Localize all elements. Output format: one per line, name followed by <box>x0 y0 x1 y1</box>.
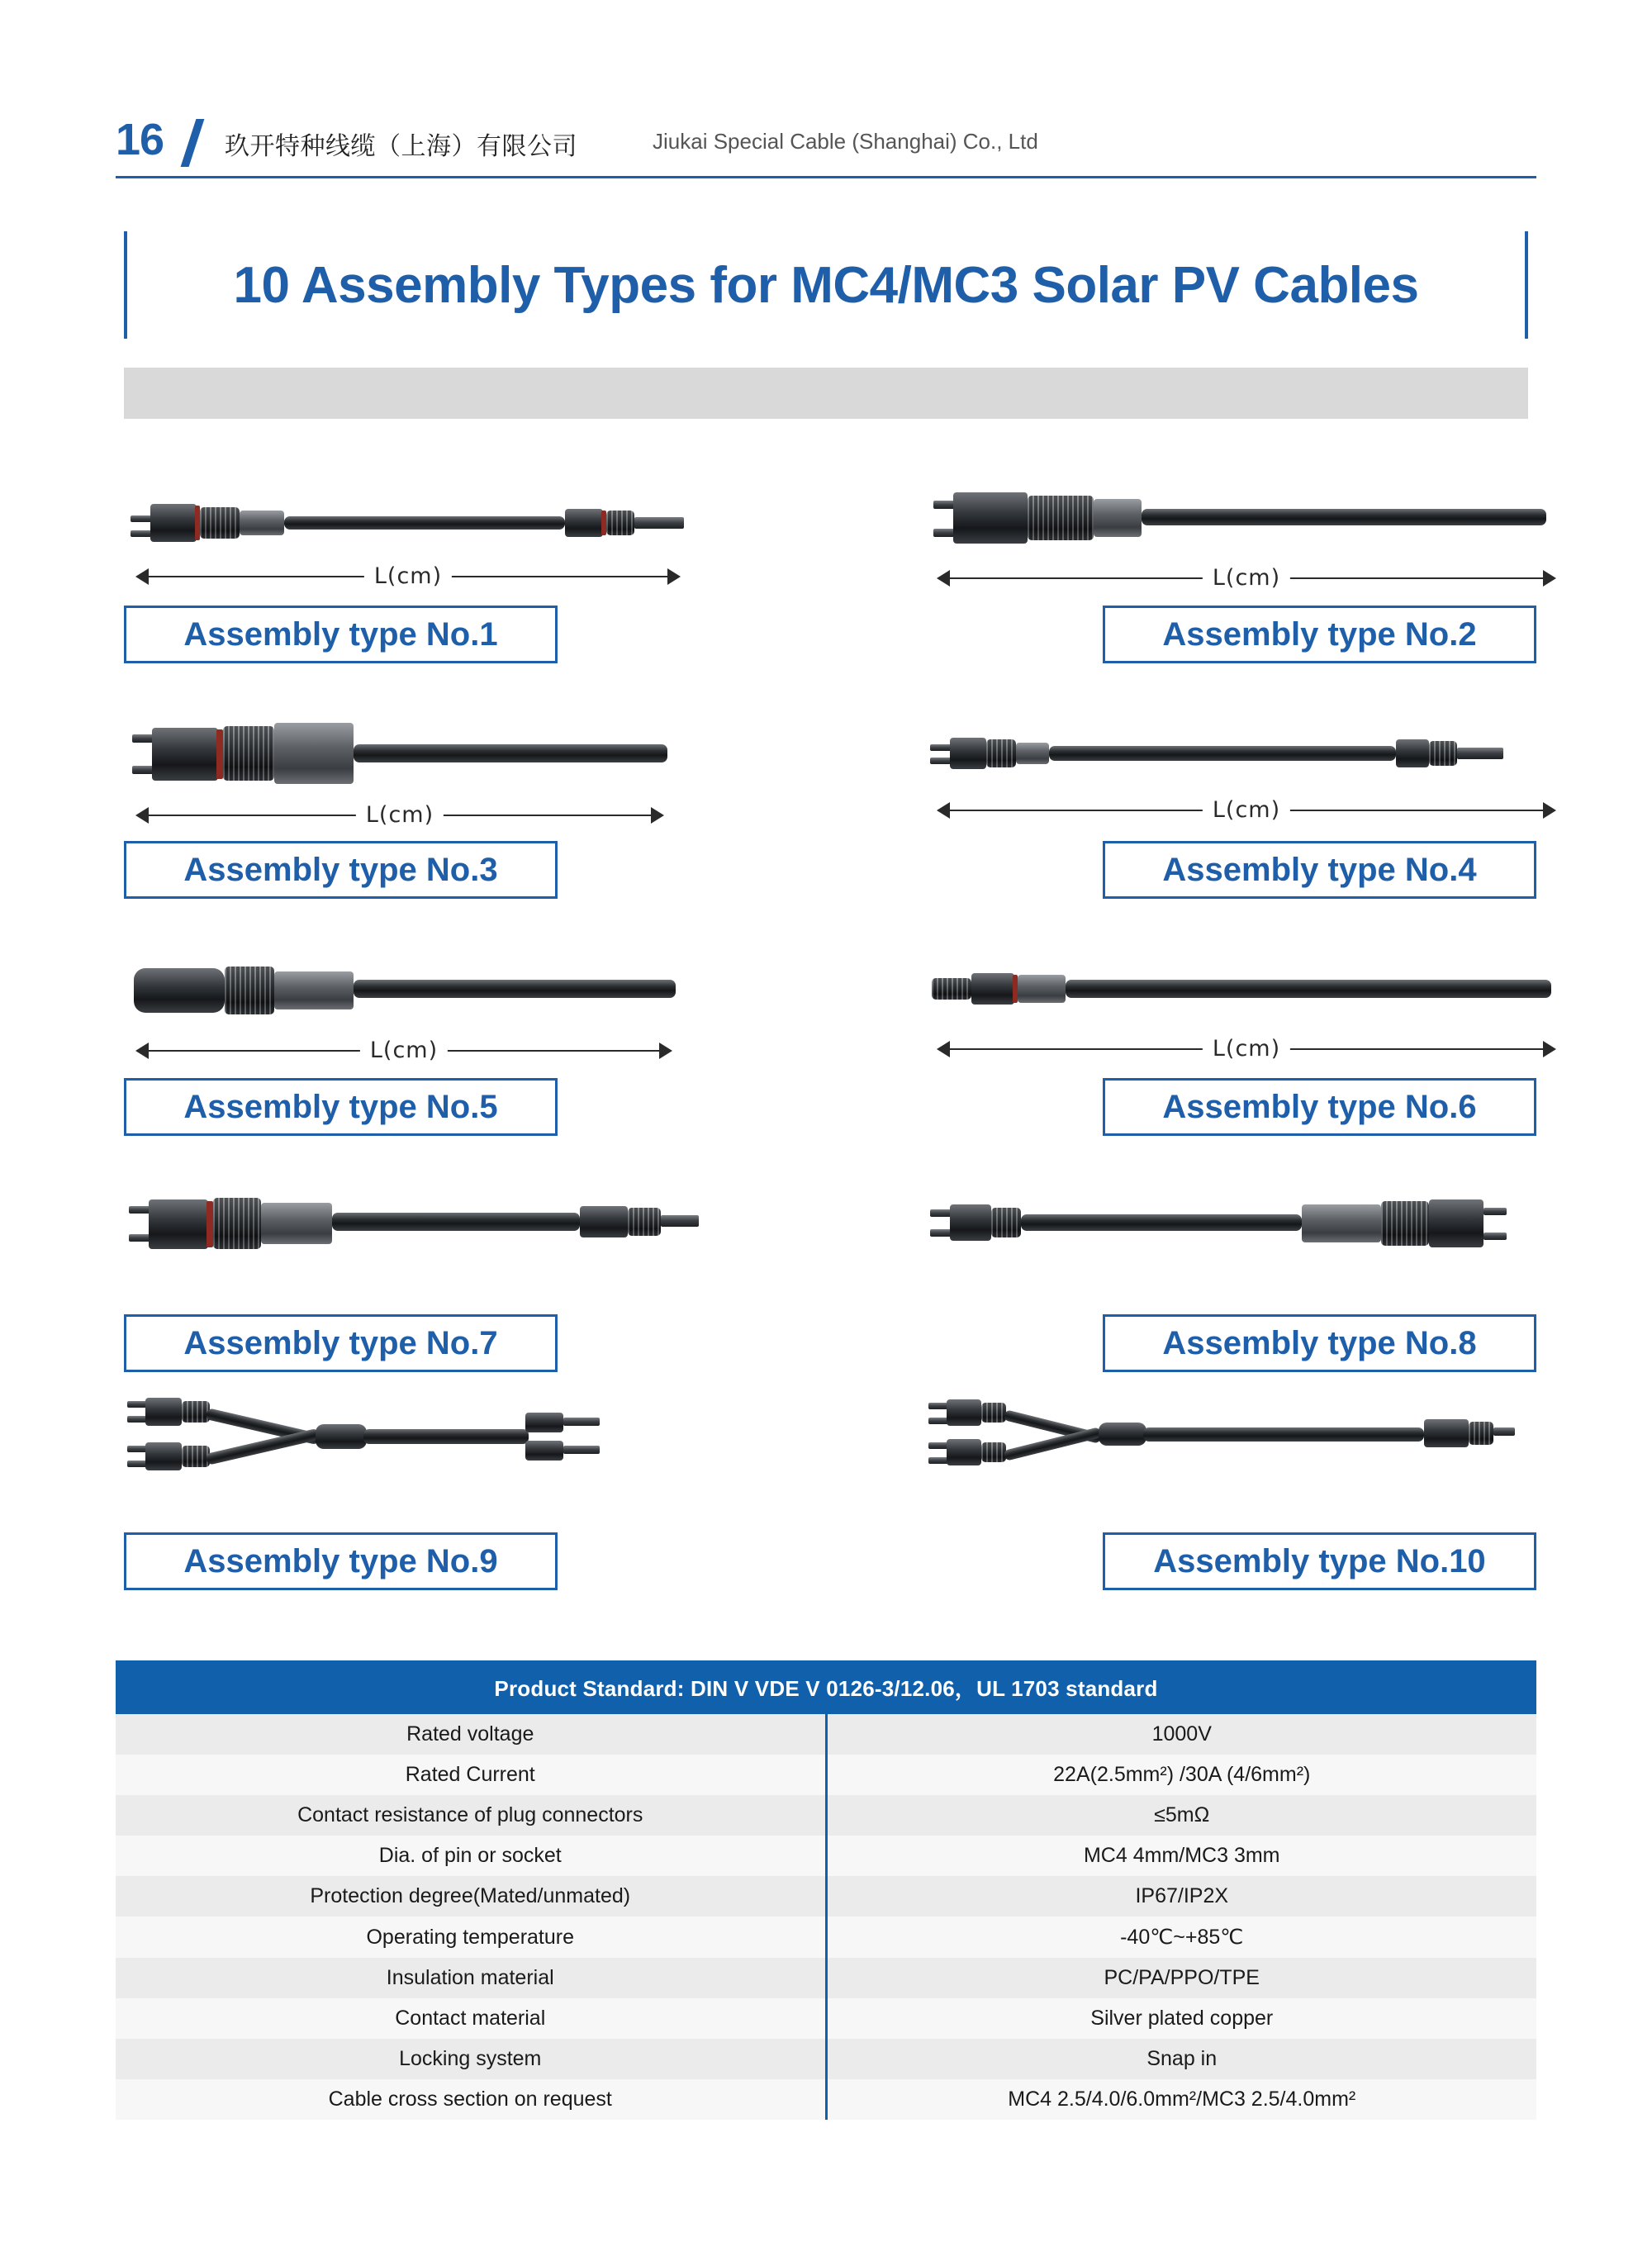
dimension-label-3: L(cm) <box>356 802 444 828</box>
spec-value: 22A(2.5mm²) /30A (4/6mm²) <box>826 1755 1536 1795</box>
page-header <box>116 107 1536 178</box>
spec-param: Operating temperature <box>116 1917 826 1958</box>
table-row <box>116 1836 1536 1876</box>
assembly-cell-8 <box>925 1188 1536 1372</box>
spec-param: Dia. of pin or socket <box>116 1836 826 1876</box>
assembly-cell-4 <box>925 715 1536 899</box>
spec-value: 1000V <box>826 1714 1536 1755</box>
title-block <box>124 231 1536 409</box>
table-row <box>116 2079 1536 2120</box>
spec-param: Protection degree(Mated/unmated) <box>116 1876 826 1917</box>
table-header: Product Standard: DIN V VDE V 0126-3/12.06，UL 1703 standard <box>116 1660 1536 1714</box>
assembly-cell-5 <box>124 952 735 1136</box>
spec-value: MC4 2.5/4.0/6.0mm²/MC3 2.5/4.0mm² <box>826 2079 1536 2120</box>
dimension-label-5: L(cm) <box>360 1038 448 1063</box>
spec-value: ≤5mΩ <box>826 1795 1536 1836</box>
assembly-label-box-2 <box>1103 606 1536 663</box>
assembly-label-9: Assembly type No.9 <box>183 1542 498 1579</box>
assembly-figure-4 <box>925 715 1536 834</box>
assembly-label-box-7 <box>124 1314 558 1372</box>
spec-value: -40℃~+85℃ <box>826 1917 1536 1958</box>
spec-param: Contact material <box>116 1998 826 2039</box>
table-row <box>116 1714 1536 1755</box>
assembly-figure-5 <box>124 952 735 1071</box>
assembly-figure-6 <box>925 952 1536 1071</box>
assembly-figure-9 <box>124 1394 735 1514</box>
assembly-label-box-5 <box>124 1078 558 1136</box>
table-row <box>116 1755 1536 1795</box>
dimension-label-1: L(cm) <box>364 563 452 589</box>
assembly-cell-3 <box>124 715 735 899</box>
assembly-label-box-4 <box>1103 841 1536 899</box>
spec-param: Locking system <box>116 2039 826 2079</box>
assembly-label-6: Assembly type No.6 <box>1162 1088 1477 1125</box>
assembly-label-10: Assembly type No.10 <box>1153 1542 1486 1579</box>
company-name-english: Jiukai Special Cable (Shanghai) Co., Ltd <box>653 129 1038 154</box>
spec-value: Snap in <box>826 2039 1536 2079</box>
assembly-label-1: Assembly type No.1 <box>183 615 498 653</box>
assembly-label-7: Assembly type No.7 <box>183 1324 498 1361</box>
assembly-cell-9 <box>124 1394 735 1590</box>
assembly-label-4: Assembly type No.4 <box>1162 851 1477 888</box>
assembly-cell-1 <box>124 479 735 663</box>
assembly-label-box-1 <box>124 606 558 663</box>
spec-value: PC/PA/PPO/TPE <box>826 1958 1536 1998</box>
assembly-cell-6 <box>925 952 1536 1136</box>
table-row <box>116 1917 1536 1958</box>
spec-value: Silver plated copper <box>826 1998 1536 2039</box>
spec-param: Rated Current <box>116 1755 826 1795</box>
page-number: 16 <box>116 115 164 164</box>
table-row <box>116 1876 1536 1917</box>
assembly-figure-10 <box>925 1394 1536 1514</box>
assembly-figure-7 <box>124 1188 735 1308</box>
spec-value: MC4 4mm/MC3 3mm <box>826 1836 1536 1876</box>
assembly-label-box-10 <box>1103 1532 1536 1590</box>
assembly-label-3: Assembly type No.3 <box>183 851 498 888</box>
slash-decoration-icon <box>181 119 205 167</box>
dimension-label-2: L(cm) <box>1203 565 1290 591</box>
assembly-figure-8 <box>925 1188 1536 1308</box>
company-name-chinese: 玖开特种线缆（上海）有限公司 <box>225 133 577 160</box>
dimension-label-4: L(cm) <box>1203 797 1290 823</box>
table-row <box>116 2039 1536 2079</box>
dimension-label-6: L(cm) <box>1203 1036 1290 1062</box>
assembly-label-box-6 <box>1103 1078 1536 1136</box>
assembly-label-box-8 <box>1103 1314 1536 1372</box>
table-row <box>116 1958 1536 1998</box>
assembly-figure-1 <box>124 479 735 599</box>
assembly-label-8: Assembly type No.8 <box>1162 1324 1477 1361</box>
assembly-cell-10 <box>925 1394 1536 1590</box>
spec-value: IP67/IP2X <box>826 1876 1536 1917</box>
assembly-label-box-3 <box>124 841 558 899</box>
table-row <box>116 1998 1536 2039</box>
spec-param: Rated voltage <box>116 1714 826 1755</box>
spec-param: Cable cross section on request <box>116 2079 826 2120</box>
assembly-cell-2 <box>925 479 1536 663</box>
table-row <box>116 1795 1536 1836</box>
specification-table <box>116 1660 1536 2120</box>
assembly-figure-2 <box>925 479 1536 599</box>
header-divider <box>116 176 1536 178</box>
spec-param: Insulation material <box>116 1958 826 1998</box>
title-band <box>124 368 1528 419</box>
spec-param: Contact resistance of plug connectors <box>116 1795 826 1836</box>
assembly-label-2: Assembly type No.2 <box>1162 615 1477 653</box>
title-frame <box>124 231 1528 339</box>
page-title: 10 Assembly Types for MC4/MC3 Solar PV Cables <box>233 256 1419 314</box>
assembly-cell-7 <box>124 1188 735 1372</box>
assembly-label-box-9 <box>124 1532 558 1590</box>
assembly-label-5: Assembly type No.5 <box>183 1088 498 1125</box>
assembly-figure-3 <box>124 715 735 834</box>
